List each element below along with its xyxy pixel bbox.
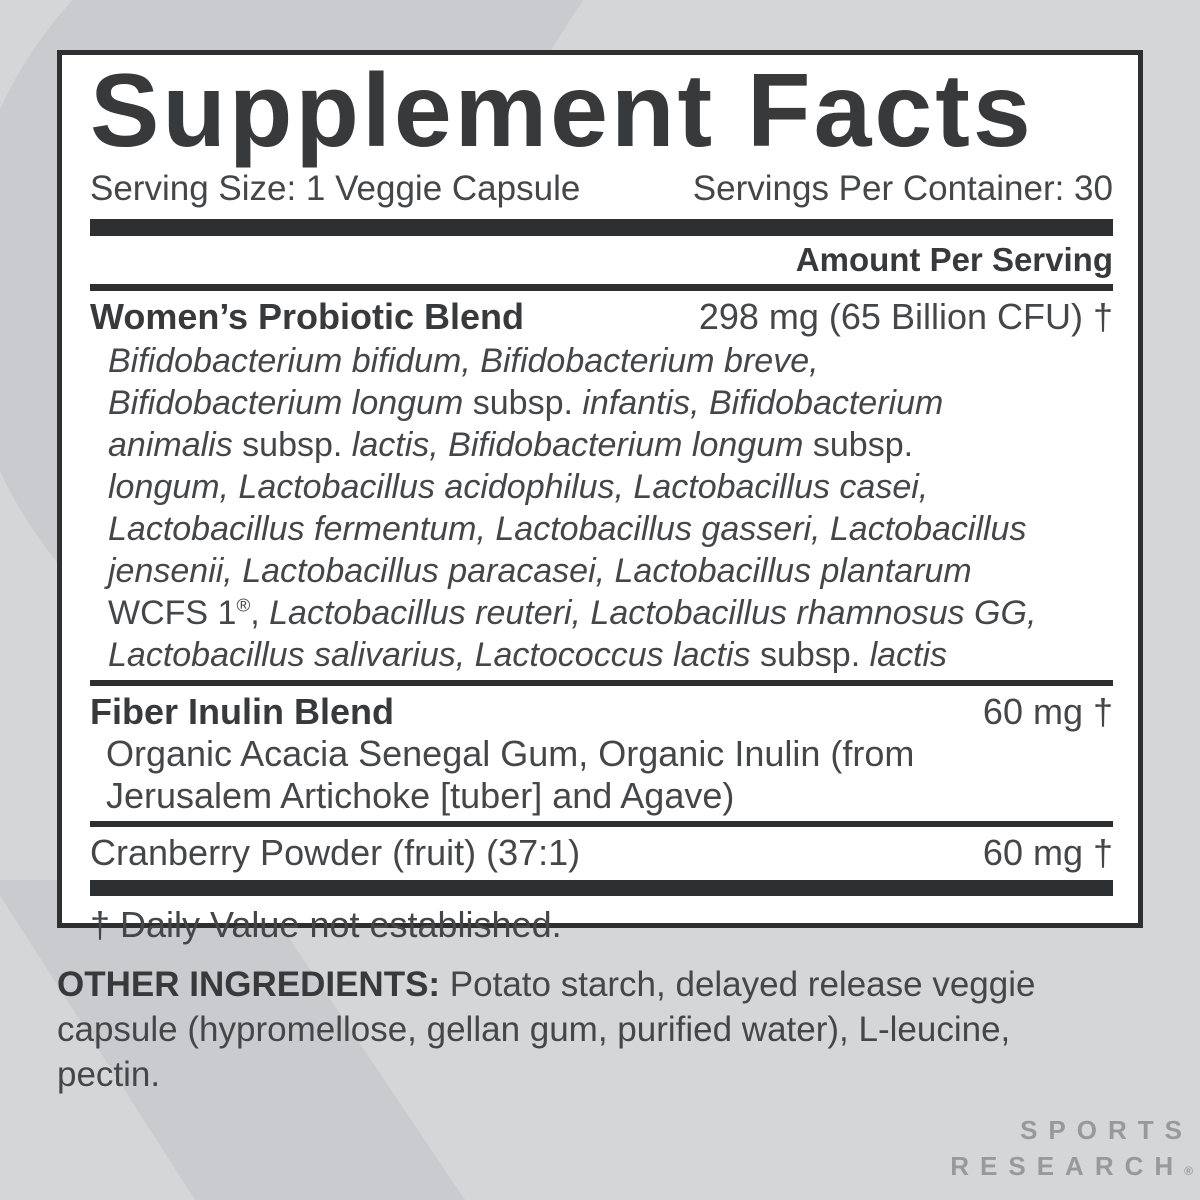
ingredient-amount: 60 mg † (982, 832, 1113, 873)
divider-thick-bottom (90, 880, 1113, 896)
fiber-blend-details (90, 733, 1113, 817)
serving-size-text: Serving Size: 1 Veggie Capsule (90, 169, 581, 208)
daily-value-footnote: † Daily Value not established. (90, 904, 562, 945)
brand-logo (950, 1112, 1193, 1189)
text-line: Bifidobacterium longum subsp. infantis, Bifidobacterium (108, 384, 944, 422)
text-line: pectin. (57, 1055, 161, 1094)
ingredient-row-cranberry (90, 832, 1113, 874)
ingredient-name: Fiber Inulin Blend (90, 691, 394, 732)
registered-mark: ® (1184, 1164, 1193, 1178)
text-line: Organic Acacia Senegal Gum, Organic Inulin (from (106, 733, 915, 774)
text-line: Bifidobacterium bifidum, Bifidobacterium breve, (108, 342, 819, 380)
text-line: animalis subsp. lactis, Bifidobacterium longum subsp. (108, 426, 914, 464)
text-line: Lactobacillus fermentum, Lactobacillus gasseri, Lactobacillus (108, 510, 1027, 548)
brand-line-sports: SPORTS (1020, 1115, 1193, 1145)
ingredient-amount: 298 mg (65 Billion CFU) † (698, 296, 1113, 337)
other-ingredients-text (57, 962, 1157, 1097)
text-line: jensenii, Lactobacillus paracasei, Lactobacillus plantarum (108, 552, 972, 590)
divider-thin-cranberry (90, 821, 1113, 827)
text-line: capsule (hypromellose, gellan gum, purified water), L-leucine, (57, 1010, 1011, 1049)
servings-per-container-text: Servings Per Container: 30 (692, 169, 1113, 208)
divider-thin-header (90, 284, 1113, 291)
ingredient-row-probiotic-blend (90, 296, 1113, 338)
ingredient-amount: 60 mg † (982, 691, 1113, 732)
panel-title: Supplement Facts (90, 53, 1034, 169)
ingredient-row-fiber-blend (90, 691, 1113, 733)
text-line: Jerusalem Artichoke [tuber] and Agave) (106, 775, 735, 816)
divider-thin-fiber (90, 680, 1113, 686)
text-line: longum, Lactobacillus acidophilus, Lactobacillus casei, (108, 468, 929, 506)
text-line: OTHER INGREDIENTS: Potato starch, delayed release veggie (57, 965, 1036, 1004)
serving-info-row (90, 169, 1113, 209)
ingredient-name: Cranberry Powder (fruit) (37:1) (90, 832, 581, 873)
text-line: Lactobacillus salivarius, Lactococcus lactis subsp. lactis (108, 636, 948, 674)
supplement-facts-panel (57, 50, 1143, 945)
divider-thick-top (90, 219, 1113, 236)
text-line: WCFS 1®, Lactobacillus reuteri, Lactobacillus rhamnosus GG, (108, 594, 1037, 632)
ingredient-name: Women’s Probiotic Blend (90, 296, 525, 337)
brand-line-research: RESEARCH® (950, 1151, 1193, 1181)
probiotic-strains-list (90, 340, 1113, 676)
amount-per-serving-label: Amount Per Serving (795, 241, 1113, 278)
